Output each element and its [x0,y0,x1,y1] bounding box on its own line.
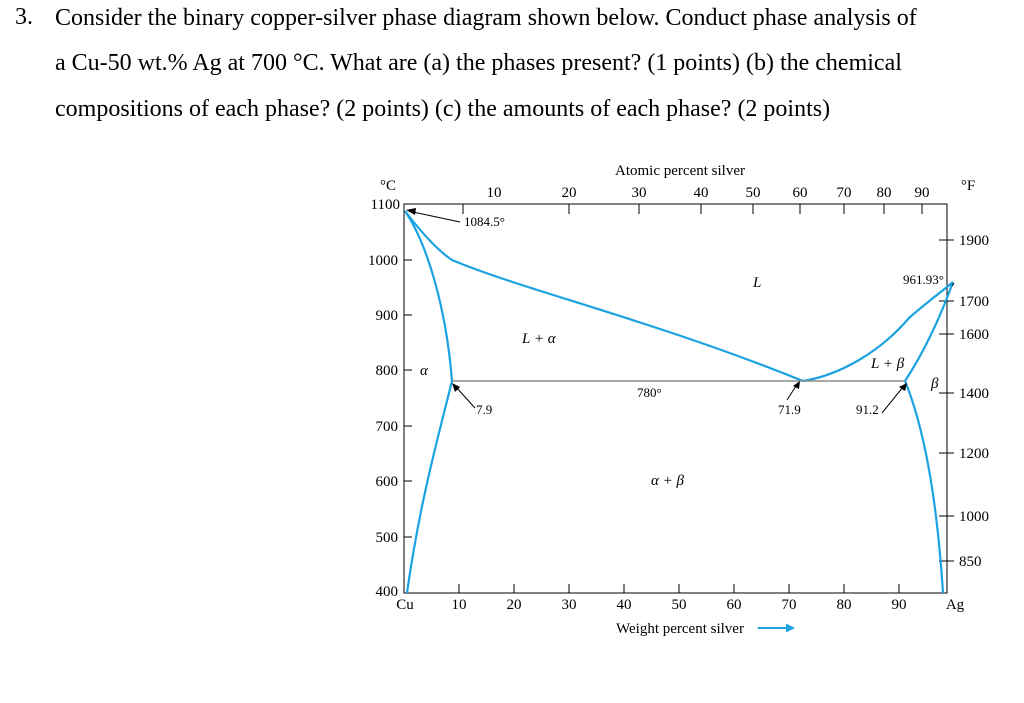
left-axis-ticks [404,260,412,537]
alpha-region-label: α [420,363,428,379]
left-tick-900: 900 [375,308,398,324]
liquid-region-label: L [753,275,762,291]
top-axis-ticks [463,204,922,214]
celsius-unit: °C [379,178,397,194]
top-tick-30: 30 [631,185,647,201]
bottom-tick-ag: Ag [945,597,965,613]
question-line-1: Consider the binary copper-silver phase diagram shown below. Conduct phase analysis of [55,5,917,31]
top-tick-90: 90 [914,185,930,201]
solidus-alpha [405,211,452,381]
question-number: 3. [15,4,33,30]
left-tick-1000: 1000 [368,253,398,269]
top-tick-60: 60 [792,185,808,201]
right-tick-1200: 1200 [959,446,989,462]
bottom-tick-20: 20 [506,597,522,613]
left-tick-400: 400 [375,584,398,600]
right-tick-1400: 1400 [959,386,989,402]
fahrenheit-unit: °F [960,178,976,194]
arrowhead-icon [793,381,800,389]
right-tick-1000: 1000 [959,509,989,525]
top-tick-40: 40 [693,185,709,201]
solvus-alpha [407,381,452,593]
left-tick-700: 700 [375,419,398,435]
liquid-beta-region-label: L + β [871,356,905,372]
top-tick-80: 80 [876,185,892,201]
eutectic-temperature-label: 780° [637,385,662,400]
question-line-3: compositions of each phase? (2 points) (c) the amounts of each phase? (2 points) [55,96,831,122]
bottom-tick-cu: Cu [396,597,414,613]
top-tick-50: 50 [745,185,761,201]
solvus-beta [905,381,943,593]
bottom-axis-title: Weight percent silver [616,621,744,637]
question-line-2: a Cu-50 wt.% Ag at 700 °C. What are (a) the phases present? (1 points) (b) the chemical [55,50,902,76]
left-tick-800: 800 [375,363,398,379]
bottom-tick-60: 60 [726,597,742,613]
top-axis-title: Atomic percent silver [615,163,745,179]
left-tick-600: 600 [375,474,398,490]
liquidus-cu-side [405,211,803,381]
right-arrow-icon [758,624,795,633]
top-tick-10: 10 [486,185,502,201]
bottom-tick-50: 50 [671,597,687,613]
beta-region-label: β [931,376,939,392]
plot-frame [404,204,947,593]
top-tick-70: 70 [836,185,852,201]
ag-melting-point-label: 961.93° [903,272,944,287]
cu-melting-point-label: 1084.5° [464,214,505,229]
right-tick-1600: 1600 [959,327,989,343]
eutectic-composition-label: 71.9 [778,402,801,417]
left-tick-500: 500 [375,530,398,546]
bottom-tick-90: 90 [891,597,907,613]
bottom-tick-80: 80 [836,597,852,613]
beta-max-solubility-label: 91.2 [856,402,879,417]
top-tick-20: 20 [561,185,577,201]
right-tick-1700: 1700 [959,294,989,310]
solidus-beta [905,282,953,381]
alpha-max-solubility-label: 7.9 [476,402,493,417]
bottom-tick-30: 30 [561,597,577,613]
right-tick-850: 850 [959,554,982,570]
leader-arrows [413,212,954,413]
bottom-axis-ticks [459,584,899,593]
left-tick-1100: 1100 [370,197,400,213]
alpha-beta-region-label: α + β [651,473,684,489]
right-tick-1900: 1900 [959,233,989,249]
liquid-alpha-region-label: L + α [522,331,556,347]
bottom-tick-10: 10 [451,597,467,613]
arrowhead-icons [406,208,907,392]
bottom-tick-70: 70 [781,597,797,613]
bottom-tick-40: 40 [616,597,632,613]
